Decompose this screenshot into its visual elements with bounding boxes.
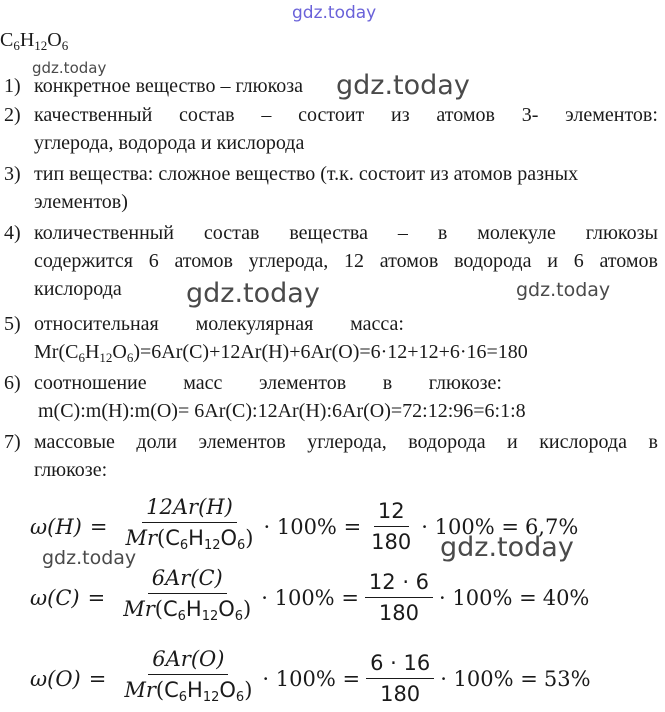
fraction-ar-mr: $\frac{6Ar(C)}{Mr(C6H12O6)}$ xyxy=(123,566,252,624)
item-text: конкретное вещество – глюкоза xyxy=(34,75,304,97)
item-number: 3) xyxy=(4,163,21,185)
watermark-2: gdz.today xyxy=(186,278,320,309)
equation-lhs: ω(H) xyxy=(30,514,82,539)
item-text-line1: качественный состав – состоит из атомов 3- элементов: xyxy=(34,104,658,126)
watermark-small-1: gdz.today xyxy=(32,59,107,77)
item-text-line1: относительная молекулярная масса: xyxy=(34,313,404,335)
watermark-4: gdz.today xyxy=(42,547,137,569)
watermark-3: gdz.today xyxy=(516,279,611,301)
equation-lhs: ω(O) xyxy=(30,666,81,691)
result-value: 40% xyxy=(542,585,590,610)
item-3 xyxy=(4,160,658,216)
item-text-line1: соотношение масс элементов в глюкозе: xyxy=(34,372,502,394)
item-6 xyxy=(4,369,658,425)
item-text-line2: элементов) xyxy=(34,191,128,213)
item-4 xyxy=(4,219,658,303)
item-1 xyxy=(4,72,303,100)
item-number: 7) xyxy=(4,431,21,453)
item-text-line3: кислорода xyxy=(34,278,122,300)
fraction-ar-mr: $\frac{12Ar(H)}{Mr(C6H12O6)}$ xyxy=(125,495,254,553)
item-text-line1: количественный состав вещества – в молекуле глюкозы xyxy=(34,222,658,244)
result-value: 6,7% xyxy=(524,514,579,539)
watermark-top: gdz.today xyxy=(292,3,377,23)
item-number: 2) xyxy=(4,104,21,126)
item-text-line2: углерода, водорода и кислорода xyxy=(34,132,305,154)
watermark-5: gdz.today xyxy=(440,532,574,563)
molar-mass-equation: $Mr(C_6H_{12}O_6)=6Ar(C)+12Ar(H)+6Ar(O)=6\cdot 12+12+6\cdot 16=180$ xyxy=(34,341,528,365)
watermark-1: gdz.today xyxy=(336,70,470,101)
item-text-line2: глюкозе: xyxy=(34,459,108,481)
fraction-numeric: $\frac{12 \cdot 6}{180}$ xyxy=(365,569,433,626)
fraction-numeric: $\frac{6 \cdot 16}{180}$ xyxy=(366,650,434,707)
item-5 xyxy=(4,310,658,366)
equation-carbon: ω(C) = $\frac{6Ar(C)}{Mr(C6H12O6)}$ · 100% = $\frac{12 \cdot 6}{180}$ · 100% = 40% xyxy=(30,565,589,630)
fraction-ar-mr: $\frac{6Ar(O)}{Mr(C6H12O6)}$ xyxy=(124,647,253,705)
item-number: 4) xyxy=(4,222,21,244)
item-text-line2: содержится 6 атомов углерода, 12 атомов водорода и 6 атомов xyxy=(34,250,658,272)
fraction-numeric: $\frac{12}{180}$ xyxy=(371,499,412,554)
item-number: 6) xyxy=(4,372,21,394)
item-2 xyxy=(4,101,658,157)
item-number: 1) xyxy=(4,75,21,97)
mass-ratio-equation: m(C):m(H):m(O)= 6Ar(C):12Ar(H):6Ar(O)=72:12:96=6:1:8 xyxy=(38,400,526,422)
equation-oxygen: ω(O) = $\frac{6Ar(O)}{Mr(C6H12O6)}$ · 100% = $\frac{6 \cdot 16}{180}$ · 100% = 53% xyxy=(30,646,591,711)
item-text-line1: тип вещества: сложное вещество (т.к. состоит из атомов разных xyxy=(34,163,579,185)
item-number: 5) xyxy=(4,313,21,335)
equation-lhs: ω(C) xyxy=(30,585,80,610)
equation-hydrogen: ω(H) = $\frac{12Ar(H)}{Mr(C6H12O6)}$ · 100% = $\frac{12}{180}$ · 100% = 6,7% xyxy=(30,494,578,559)
molecular-formula: $C_6H_{12}O_6$ xyxy=(0,29,69,53)
item-7 xyxy=(4,428,658,484)
result-value: 53% xyxy=(543,666,591,691)
item-text-line1: массовые доли элементов углерода, водорода и кислорода в xyxy=(34,431,658,453)
